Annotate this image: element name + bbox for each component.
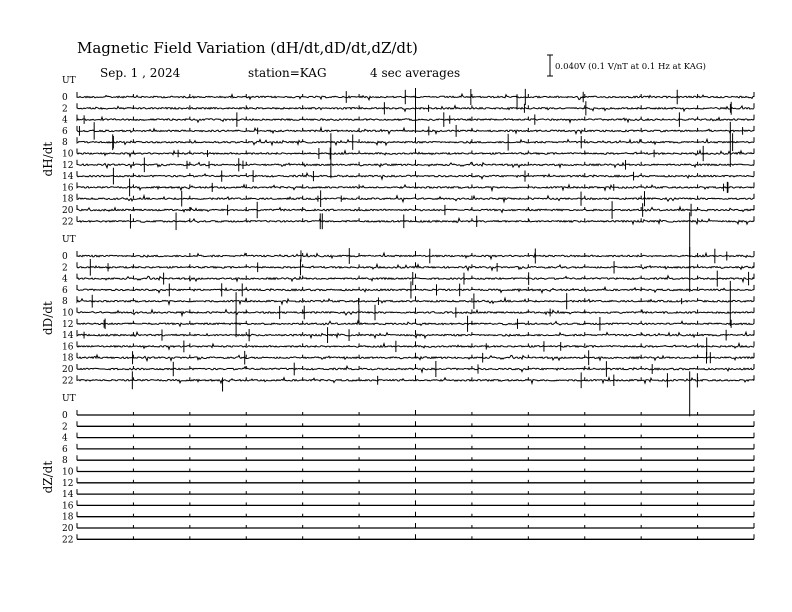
hour-label: 22 [62,376,74,387]
hour-label: 14 [62,172,74,183]
hour-label: 14 [62,331,74,342]
hour-label: 6 [62,126,68,137]
averaging-label: 4 sec averages [370,66,461,80]
hour-label: 22 [62,535,74,546]
hour-label: 20 [62,206,74,216]
hour-label: 10 [62,308,74,319]
hour-label: 18 [62,194,74,205]
date-label: Sep. 1 , 2024 [100,66,181,80]
scale-bar [547,55,706,76]
chart-title: Magnetic Field Variation (dH/dt,dD/dt,dZ/dt) [77,39,418,57]
panel-label: dH/dt [41,141,55,177]
hour-label: 22 [62,217,74,228]
panel-label: dD/dt [41,301,55,336]
panel-ut-label: UT [62,394,76,404]
hour-label: 14 [62,490,74,501]
panel-0 [41,76,754,257]
hour-label: 2 [62,104,68,115]
panel-1 [41,235,754,416]
panel-2 [41,394,754,545]
hour-label: 0 [62,93,68,103]
hour-label: 8 [62,456,68,467]
hour-label: 8 [62,138,68,149]
hour-label: 16 [62,501,74,512]
hour-label: 8 [62,297,68,308]
hour-label: 18 [62,512,74,523]
panel-label: dZ/dt [41,460,55,494]
panels-group [41,76,754,545]
station-label: station=KAG [248,66,327,80]
panel-ut-label: UT [62,76,76,86]
hour-label: 0 [62,411,68,421]
panel-ut-label: UT [62,235,76,245]
hour-label: 20 [62,365,74,375]
hour-label: 16 [62,183,74,194]
hour-label: 4 [62,115,68,126]
hour-label: 12 [62,160,74,171]
hour-label: 12 [62,478,74,489]
hour-label: 6 [62,285,68,296]
hour-label: 18 [62,353,74,364]
hour-label: 2 [62,422,68,433]
hour-label: 20 [62,524,74,534]
hour-label: 16 [62,342,74,353]
hour-label: 10 [62,149,74,160]
hour-label: 4 [62,433,68,444]
scale-bar-label: 0.040V (0.1 V/nT at 0.1 Hz at KAG) [555,62,706,72]
hour-label: 0 [62,252,68,262]
hour-label: 12 [62,319,74,330]
hour-label: 6 [62,444,68,455]
hour-label: 4 [62,274,68,285]
hour-label: 10 [62,467,74,478]
hour-label: 2 [62,263,68,274]
